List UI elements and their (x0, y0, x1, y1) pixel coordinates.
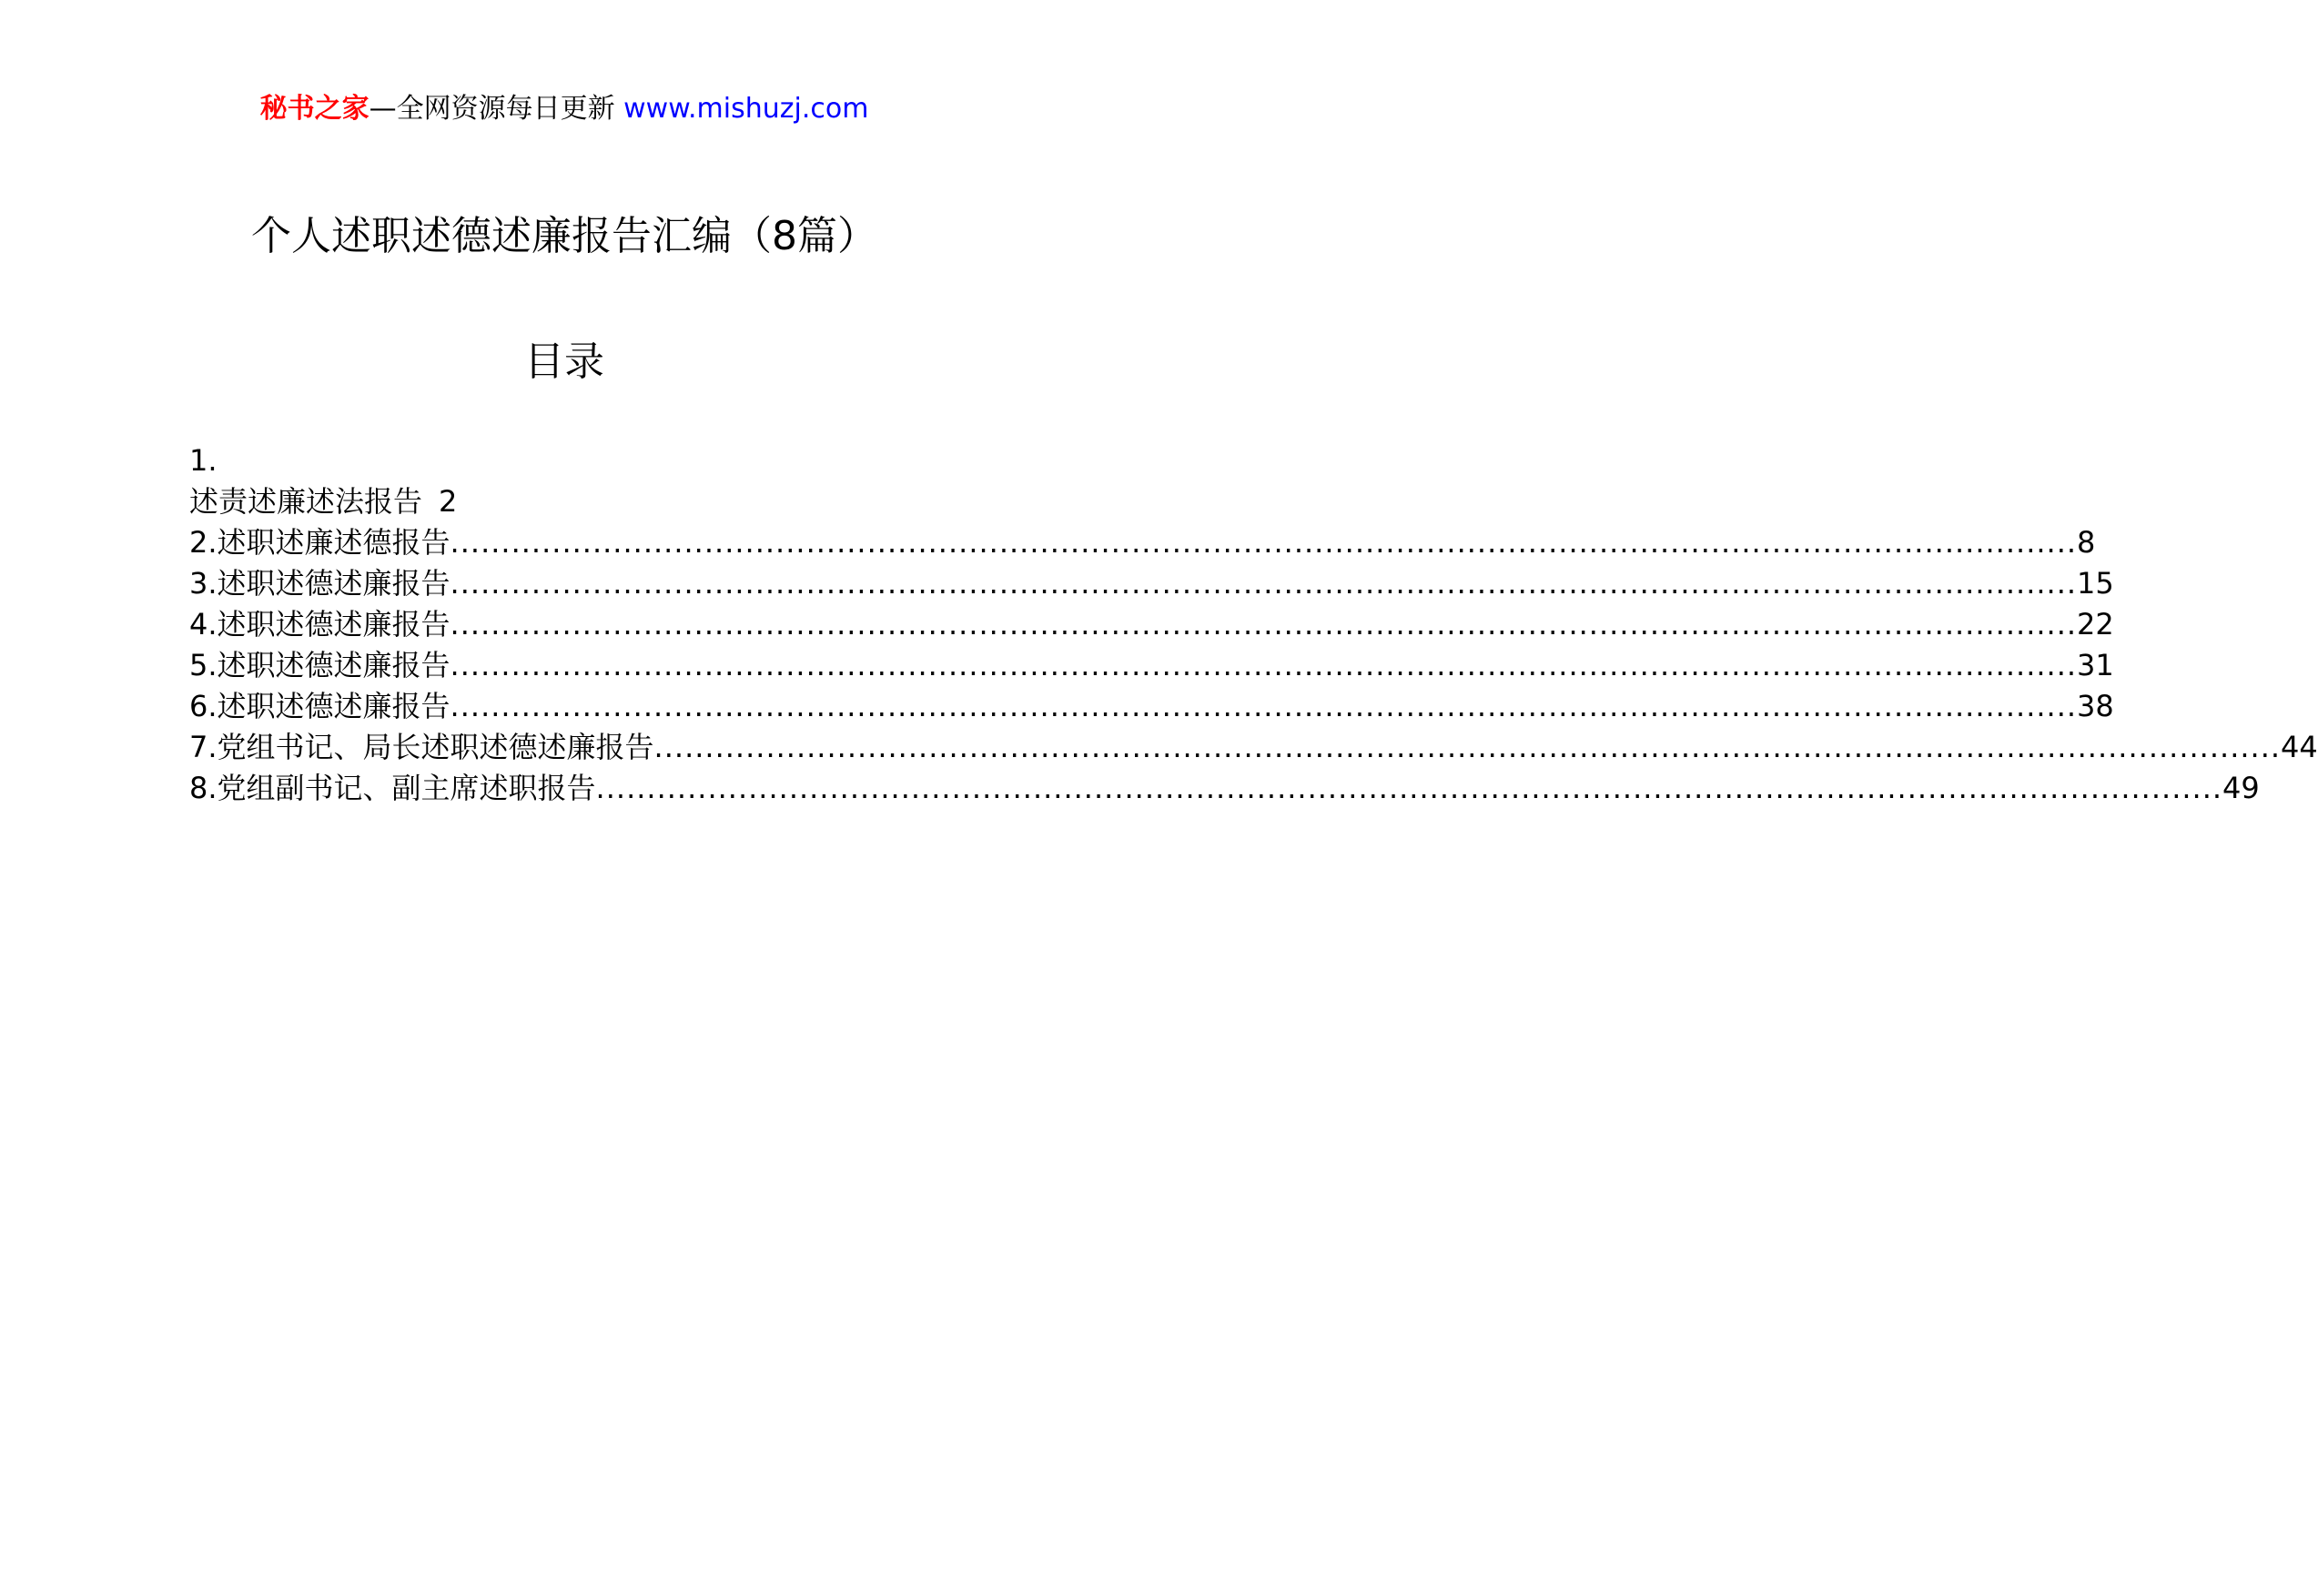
toc-item-1[interactable] (189, 481, 954, 522)
toc-heading: 目录 (524, 338, 604, 385)
toc-item-page: 31 (2077, 648, 2114, 682)
toc-item-page: 8 (2077, 525, 2096, 560)
toc-item-page: 15 (2077, 566, 2114, 601)
toc-dot-leader: ................................................................................................................................................................ (450, 525, 2078, 560)
toc-item-label: 述责述廉述法报告 (189, 484, 423, 519)
toc-item-label: 5.述职述德述廉报告 (189, 648, 450, 682)
toc-item-page: 22 (2077, 607, 2114, 641)
toc-item-2[interactable] (189, 522, 2096, 563)
document-title: 个人述职述德述廉报告汇编（8篇） (251, 213, 877, 259)
toc-item-3[interactable] (189, 563, 2114, 604)
toc-item-4[interactable] (189, 604, 2114, 645)
toc-item-page: 38 (2077, 689, 2114, 723)
toc-dot-leader: ................................................................................................................................................................ (450, 607, 2078, 641)
toc-item-label: 4.述职述德述廉报告 (189, 607, 450, 641)
brand-name: 秘书之家 (259, 93, 369, 125)
toc-item-label: 6.述职述德述廉报告 (189, 689, 450, 723)
site-header (0, 91, 1129, 127)
toc-item-5[interactable] (189, 645, 2114, 686)
toc-item-6[interactable] (189, 686, 2114, 727)
site-url-link[interactable]: www.mishuzj.com (623, 93, 869, 125)
toc-item-page: 49 (2222, 771, 2260, 805)
toc-item-8[interactable] (189, 768, 2260, 809)
toc-item-label: 2.述职述廉述德报告 (189, 525, 450, 560)
toc-dot-leader: ................................................................................................................................................................ (595, 771, 2223, 805)
header-tagline: —全网资源每日更新 (369, 93, 624, 125)
toc-item-7[interactable] (189, 727, 2318, 768)
toc-item-page: 2 (439, 484, 458, 519)
toc-item-label: 7.党组书记、局长述职述德述廉报告 (189, 730, 654, 764)
toc-dot-leader: ................................................................................................................................................................ (450, 648, 2078, 682)
toc-item-label: 3.述职述德述廉报告 (189, 566, 450, 601)
toc-dot-leader: ................................................................................................................................................................ (450, 689, 2078, 723)
toc-item-page: 44 (2281, 730, 2318, 764)
toc-dot-leader: ................................................................................................................................................................ (450, 566, 2078, 601)
toc-item-1-number: 1. (189, 443, 218, 478)
toc-dot-leader: ................................................................................................................................................................ (653, 730, 2282, 764)
toc-item-label: 8.党组副书记、副主席述职报告 (189, 771, 596, 805)
table-of-contents (189, 440, 2318, 809)
